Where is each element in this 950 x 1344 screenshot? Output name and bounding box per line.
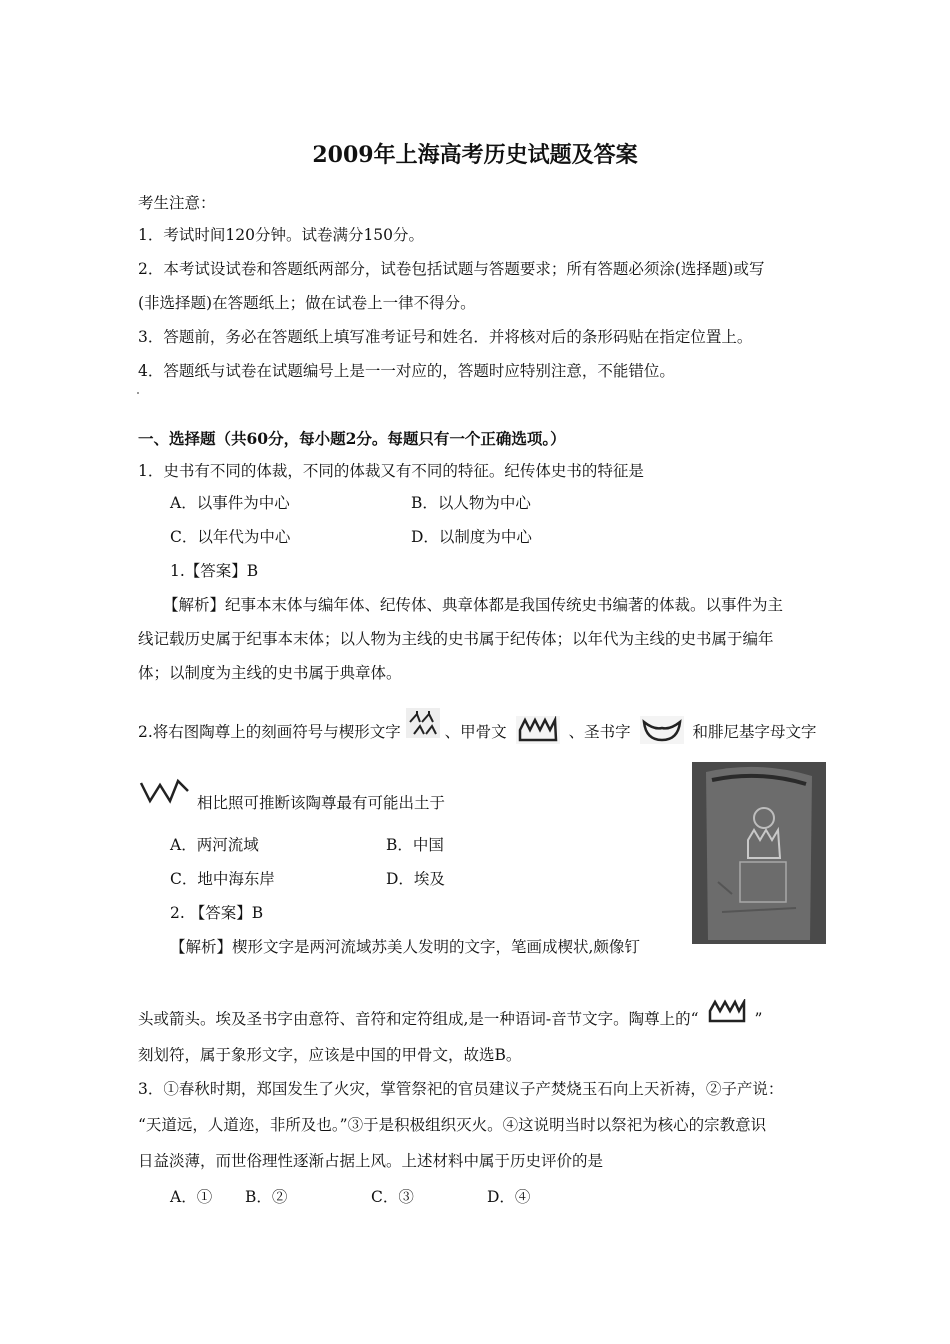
- q1-option-c: C．以年代为中心: [170, 528, 291, 546]
- q2-option-a: A．两河流域: [170, 836, 259, 854]
- q2-analysis-2b: ”: [754, 1010, 763, 1028]
- q1-option-a: A．以事件为中心: [170, 494, 290, 512]
- q2-stem-a: 2.将右图陶尊上的刻画符号与楔形文字: [138, 723, 401, 741]
- notice-heading: 考生注意：: [138, 194, 216, 212]
- notice-item-2: 2．本考试设试卷和答题纸两部分，试卷包括试题与答题要求；所有答题必须涂(选择题)或写: [138, 260, 765, 278]
- q2-analysis-3: 刻划符，属于象形文字，应该是中国的甲骨文，故选B。: [138, 1046, 522, 1064]
- q2-stem-b: 、甲骨文: [444, 723, 507, 741]
- q2-stem-d: 和腓尼基字母文字: [692, 723, 817, 741]
- phoenician-glyph-icon: [138, 777, 192, 813]
- q2-stem-line-2: [138, 792, 445, 814]
- q1-analysis-3: 体；以制度为主线的史书属于典章体。: [138, 664, 402, 682]
- cuneiform-glyph-icon: [406, 708, 440, 744]
- q2-option-b: B．中国: [386, 836, 444, 854]
- q2-stem-e: 相比照可推断该陶尊最有可能出土于: [196, 794, 445, 812]
- notice-item-1: 1．考试时间120分钟。试卷满分150分。: [138, 226, 425, 244]
- q2-answer: 2. 【答案】B: [170, 904, 264, 922]
- q1-answer: 1.【答案】B: [170, 562, 259, 580]
- q3-option-a: A．①: [170, 1188, 213, 1206]
- notice-item-2-cont: (非选择题)在答题纸上；做在试卷上一律不得分。: [138, 294, 476, 312]
- stray-mark: [137, 392, 139, 394]
- q2-option-c: C．地中海东岸: [170, 870, 275, 888]
- q3-option-c: C．③: [371, 1188, 414, 1206]
- q2-stem-line: [138, 716, 816, 750]
- q3-line-3: 日益淡薄，而世俗理性逐渐占据上风。上述材料中属于历史评价的是: [138, 1152, 604, 1170]
- q2-analysis-1: 【解析】楔形文字是两河流域苏美人发明的文字，笔画成楔状,颇像钉: [170, 938, 640, 956]
- oracle-bone-glyph-inline-icon: [706, 999, 748, 1031]
- q2-stem-c: 、圣书字: [568, 723, 631, 741]
- q1-stem: 1．史书有不同的体裁，不同的体裁又有不同的特征。纪传体史书的特征是: [138, 462, 644, 480]
- q3-option-d: D．④: [487, 1188, 531, 1206]
- q1-analysis-1: 【解析】纪事本末体与编年体、纪传体、典章体都是我国传统史书编著的体裁。以事件为主: [163, 596, 784, 614]
- q3-option-b: B．②: [245, 1188, 288, 1206]
- q3-line-1: 3．①春秋时期，郑国发生了火灾，掌管祭祀的官员建议子产焚烧玉石向上天祈祷，②子产说：: [138, 1080, 784, 1098]
- q1-option-b: B．以人物为中心: [411, 494, 531, 512]
- oracle-bone-glyph-icon: [516, 716, 560, 750]
- section-heading: 一、选择题（共60分，每小题2分。每题只有一个正确选项。）: [138, 429, 566, 448]
- page-title: 2009年上海高考历史试题及答案: [312, 142, 638, 168]
- q2-option-d: D．埃及: [386, 870, 445, 888]
- q3-line-2: “天道远，人道迩，非所及也。”③于是积极组织灭火。④这说明当时以祭祀为核心的宗教意识: [138, 1116, 767, 1134]
- q1-analysis-2: 线记载历史属于纪事本末体；以人物为主线的史书属于纪传体；以年代为主线的史书属于编年: [138, 630, 774, 648]
- q2-analysis-2: [138, 1008, 762, 1031]
- notice-item-4: 4．答题纸与试卷在试题编号上是一一对应的，答题时应特别注意，不能错位。: [138, 362, 675, 380]
- hieroglyph-glyph-icon: [640, 716, 684, 750]
- q2-analysis-2a: 头或箭头。埃及圣书字由意符、音符和定符组成,是一种语词-音节文字。陶尊上的“: [138, 1010, 699, 1028]
- q1-option-d: D．以制度为中心: [411, 528, 532, 546]
- notice-item-3: 3．答题前，务必在答题纸上填写准考证号和姓名．并将核对后的条形码贴在指定位置上。: [138, 328, 753, 346]
- pottery-vessel-image: [692, 762, 826, 944]
